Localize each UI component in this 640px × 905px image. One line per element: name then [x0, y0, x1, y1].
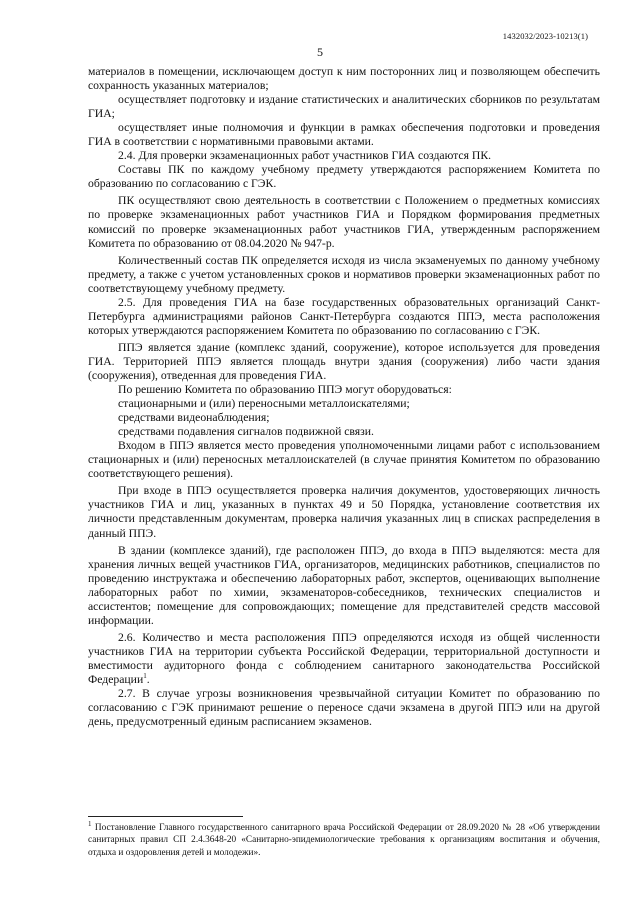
paragraph: ПК осуществляют свою деятельность в соответствии с Положением о предметных комиссиях по проверке экзаменационных работ участников ГИА и Порядком формирования предметных комиссий по проверке экзаменационных работ участников ГИА, утвержденным распоряжением Комитета по образованию от 08.04.2020 № 947-р.: [88, 194, 600, 250]
section-2-5: 2.5. Для проведения ГИА на базе государственных образовательных организаций Санкт-Петербурга администрациями районов Санкт-Петербурга создаются ППЭ, места расположения которых утверждаются распоряжением Комитета по образованию по согласованию с ГЭК.: [88, 295, 600, 337]
paragraph: Входом в ППЭ является место проведения уполномоченными лицами работ с использованием стационарных и (или) переносных металлоискателей (в случае принятия Комитетом по образованию соответствующего решения).: [88, 439, 600, 481]
paragraph: ППЭ является здание (комплекс зданий, сооружение), которое используется для проведения ГИА. Территорией ППЭ является площадь внутри здания (сооружения) либо части здания (сооружения), отведенная для проведения ГИА.: [88, 340, 600, 382]
paragraph: По решению Комитета по образованию ППЭ могут оборудоваться:: [118, 383, 452, 397]
paragraph: Количественный состав ПК определяется исходя из числа экзаменуемых по данному учебному предмету, а также с учетом установленных сроков и нормативов проверки экзаменационных работ по соответствующему учебному предмету.: [88, 253, 600, 295]
section-2-7: 2.7. В случае угрозы возникновения чрезвычайной ситуации Комитет по образованию по согласованию с ГЭК принимают решение о переносе сдачи экзамена в другой ППЭ или на другой день, предусмотренный единым расписанием экзаменов.: [88, 687, 600, 729]
list-item: стационарными и (или) переносными металлоискателями;: [118, 397, 410, 411]
section-2-4: 2.4. Для проверки экзаменационных работ участников ГИА создаются ПК.: [118, 149, 492, 163]
document-id: 1432032/2023-10213(1): [502, 31, 588, 41]
paragraph: осуществляет иные полномочия и функции в рамках обеспечения подготовки и проведения ГИА в соответствии с нормативными правовыми актами.: [88, 121, 600, 149]
paragraph: В здании (комплексе зданий), где расположен ППЭ, до входа в ППЭ выделяются: места для хранения личных вещей участников ГИА, организаторов, медицинских работников, специалистов по проведению инструктажа и обеспечению лабораторных работ, экспертов, оценивающих выполнение лабораторных работ по химии, экзаменаторов-собеседников, технических специалистов и ассистентов; помещение для сопровождающих; помещение для представителей средств массовой информации.: [88, 543, 600, 627]
footnote-reference[interactable]: 1: [143, 672, 147, 681]
sentence-period: .: [146, 672, 150, 686]
section-2-6: [88, 631, 600, 687]
footnote-marker: 1: [88, 819, 92, 828]
paragraph: осуществляет подготовку и издание статистических и аналитических сборников по результатам ГИА;: [88, 93, 600, 121]
footnote-text: Постановление Главного государственного санитарного врача Российской Федерации от 28.09.2020 № 28 «Об утверждении санитарных правил СП 2.4.3648-20 «Санитарно-эпидемиологические требования к организациям воспитания и обучения, отдыха и оздоровления детей и молодежи».: [88, 823, 601, 858]
paragraph: материалов в помещении, исключающем доступ к ним посторонних лиц и позволяющем обеспечить сохранность указанных материалов;: [88, 65, 600, 93]
section-2-6-text: 2.6. Количество и места расположения ППЭ определяются исходя из общей численности участников ГИА на территории субъекта Российской Федерации, территориальной доступности и вместимости аудиторного фонда с соблюдением санитарного законодательства Российской Федерации: [88, 630, 600, 686]
list-item: средствами подавления сигналов подвижной связи.: [118, 425, 374, 439]
page-number: 5: [317, 45, 323, 59]
list-item: средствами видеонаблюдения;: [118, 411, 270, 425]
paragraph: При входе в ППЭ осуществляется проверка наличия документов, удостоверяющих личность участников ГИА и лиц, указанных в пунктах 49 и 50 Порядка, установление соответствия их личности представленным документам, проверка наличия указанных лиц в списках распределения в данный ППЭ.: [88, 484, 600, 540]
paragraph: Составы ПК по каждому учебному предмету утверждаются распоряжением Комитета по образованию по согласованию с ГЭК.: [88, 163, 600, 191]
footnote: [88, 819, 601, 859]
document-body: [88, 65, 600, 729]
footnote-separator: [88, 816, 243, 817]
